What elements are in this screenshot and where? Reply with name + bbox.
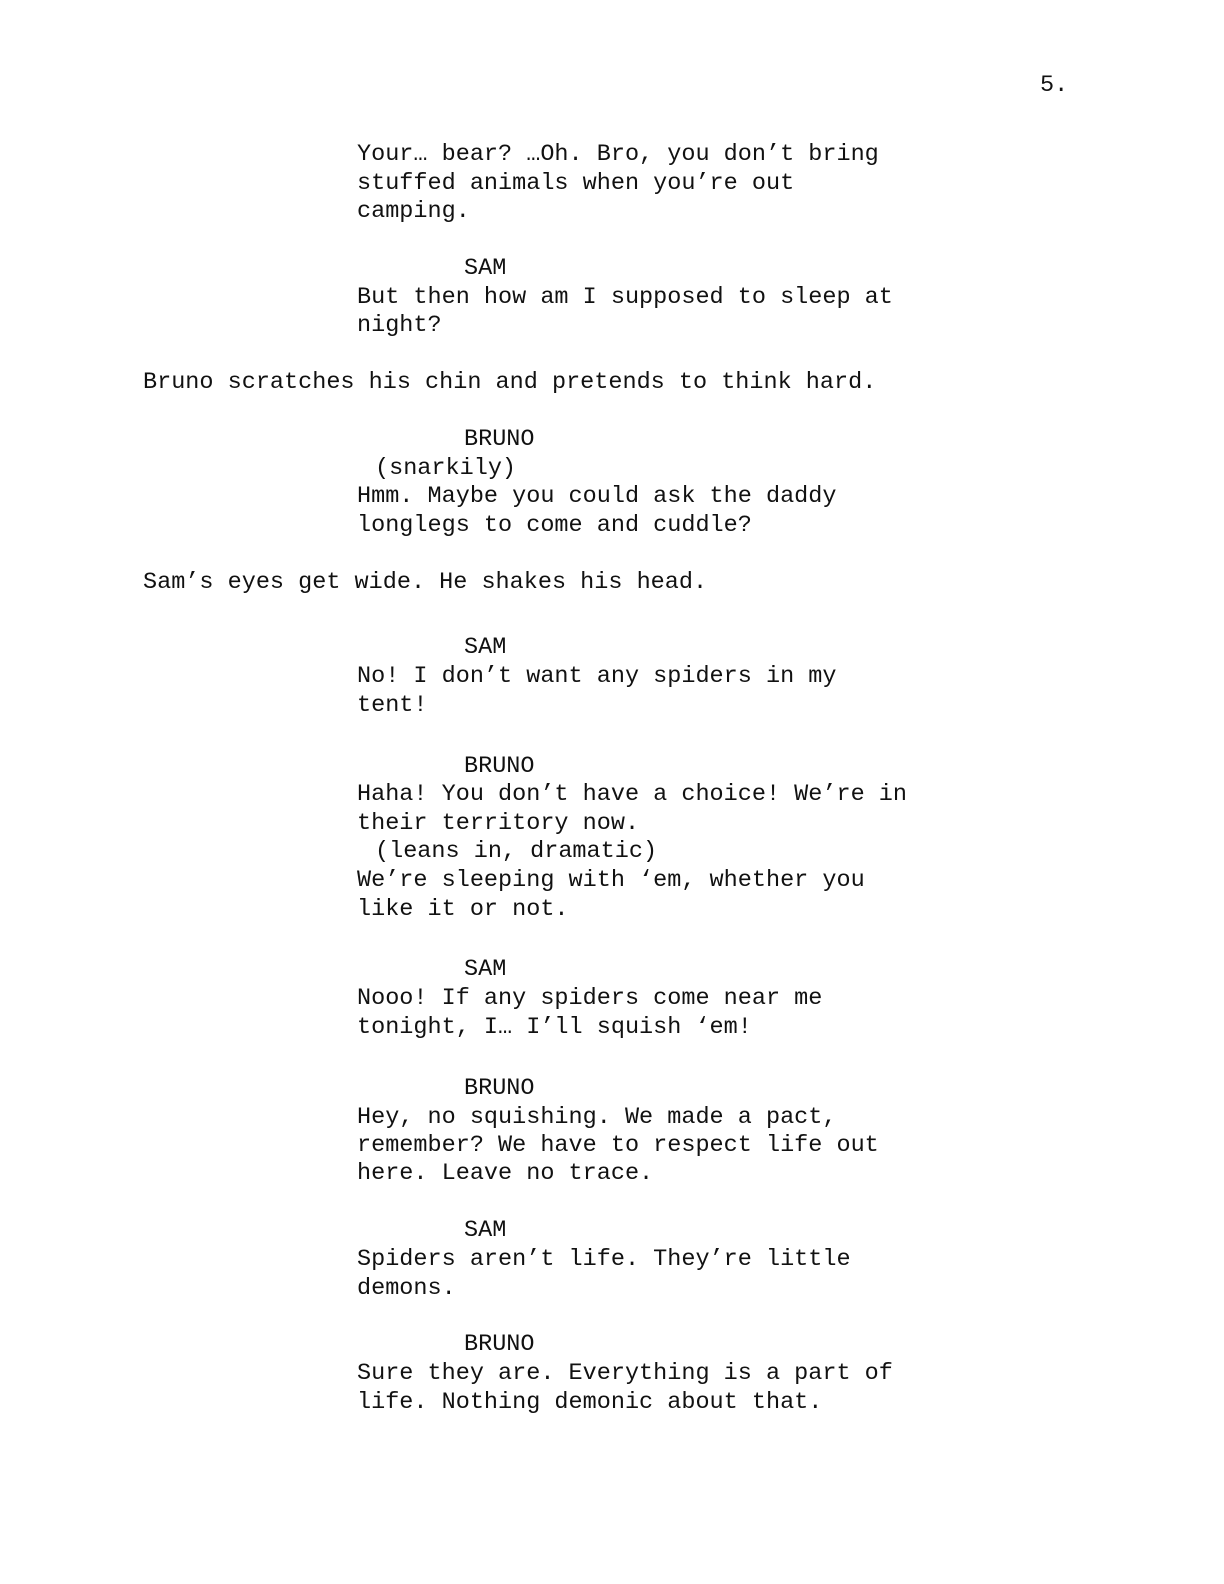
dialogue-line: Your… bear? …Oh. Bro, you don’t bring — [357, 141, 879, 168]
dialogue-line: here. Leave no trace. — [357, 1160, 654, 1187]
parenthetical: (snarkily) — [375, 455, 517, 482]
dialogue-line: like it or not. — [357, 896, 569, 923]
character-name: SAM — [464, 1217, 507, 1244]
dialogue-line: camping. — [357, 198, 470, 225]
character-name: BRUNO — [464, 1331, 535, 1358]
dialogue-line: Sure they are. Everything is a part of — [357, 1360, 893, 1387]
dialogue-line: Haha! You don’t have a choice! We’re in — [357, 781, 907, 808]
dialogue-line: No! I don’t want any spiders in my — [357, 663, 837, 690]
character-name: BRUNO — [464, 426, 535, 453]
page-number: 5. — [1040, 72, 1069, 99]
dialogue-line: We’re sleeping with ‘em, whether you — [357, 867, 865, 894]
character-name: BRUNO — [464, 753, 535, 780]
character-name: SAM — [464, 956, 507, 983]
dialogue-line: night? — [357, 312, 442, 339]
character-name: BRUNO — [464, 1075, 535, 1102]
dialogue-line: longlegs to come and cuddle? — [357, 512, 752, 539]
dialogue-line: But then how am I supposed to sleep at — [357, 284, 893, 311]
dialogue-line: life. Nothing demonic about that. — [357, 1389, 823, 1416]
dialogue-line: tent! — [357, 692, 428, 719]
action-line: Bruno scratches his chin and pretends to think hard. — [143, 369, 877, 396]
character-name: SAM — [464, 255, 507, 282]
parenthetical: (leans in, dramatic) — [375, 838, 658, 865]
character-name: SAM — [464, 634, 507, 661]
dialogue-line: their territory now. — [357, 810, 640, 837]
dialogue-line: Nooo! If any spiders come near me — [357, 985, 823, 1012]
dialogue-line: remember? We have to respect life out — [357, 1132, 879, 1159]
dialogue-line: Hmm. Maybe you could ask the daddy — [357, 483, 837, 510]
action-line: Sam’s eyes get wide. He shakes his head. — [143, 569, 708, 596]
dialogue-line: demons. — [357, 1275, 456, 1302]
dialogue-line: Hey, no squishing. We made a pact, — [357, 1104, 837, 1131]
dialogue-line: stuffed animals when you’re out — [357, 170, 795, 197]
dialogue-line: Spiders aren’t life. They’re little — [357, 1246, 851, 1273]
dialogue-line: tonight, I… I’ll squish ‘em! — [357, 1014, 752, 1041]
